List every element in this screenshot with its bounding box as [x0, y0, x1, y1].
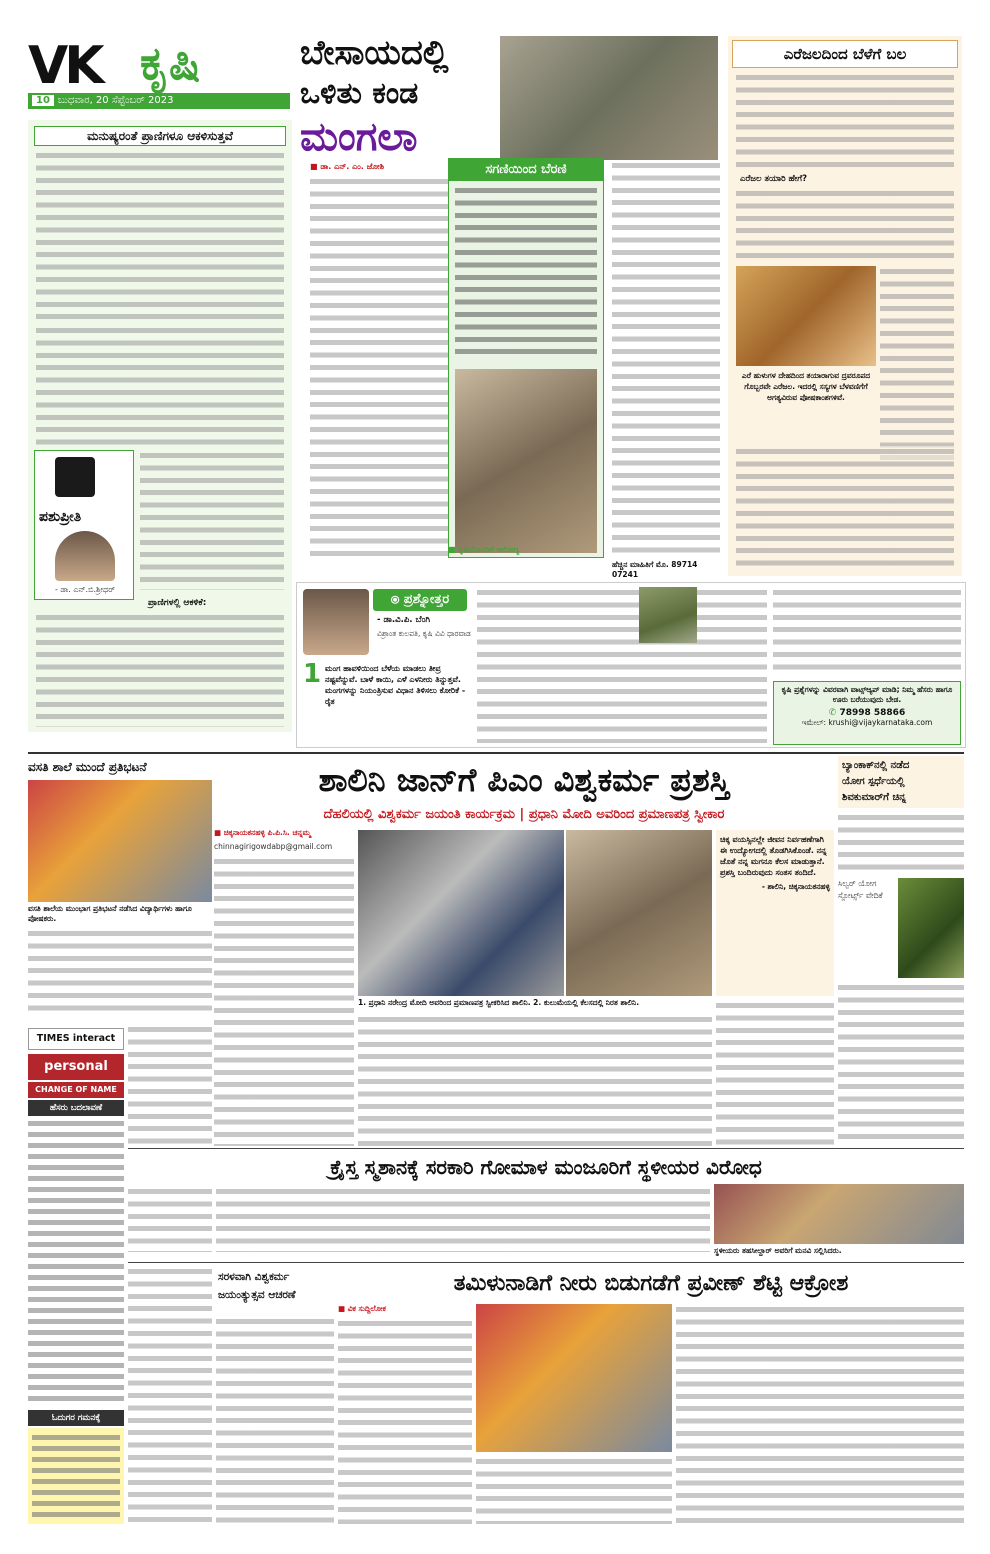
page-date-strip: [28, 93, 290, 109]
yoga-headline-line3: ಶಿವಕುಮಾರ್‌ಗೆ ಚಿನ್ನ: [842, 792, 907, 803]
section-divider-3: [128, 1262, 964, 1263]
notice2-title: ಓದುಗರ ಗಮನಕ್ಕೆ: [28, 1410, 124, 1426]
erejala-body-text: [736, 72, 954, 168]
mangala-footer-text: ಕೃಷಿಯೊಂದಿಗೆ ಆರೋಗ್ಯ: [458, 545, 520, 554]
shalini-headline: ಶಾಲಿನಿ ಜಾನ್‌ಗೆ ಪಿಎಂ ವಿಶ್ವಕರ್ಮ ಪ್ರಶಸ್ತಿ: [318, 761, 730, 799]
erejala-body-text-4: [736, 446, 954, 571]
classifieds-category: CHANGE OF NAME: [28, 1082, 124, 1098]
dairy-shed-photo: [500, 36, 718, 160]
yoga-body-text-2: [838, 982, 964, 1146]
classifieds-section: personal: [28, 1054, 124, 1080]
protest-body-text: [28, 928, 212, 1016]
krishi-logo: ಕೃಷಿ: [140, 36, 201, 90]
mangala-headline: [300, 32, 500, 162]
mangala-body-col1: [310, 176, 450, 556]
cemetery-body-col-extra: [128, 1266, 212, 1524]
qa-whatsapp-number: 78998 58866: [839, 708, 906, 718]
mangala-headline-line2: ಒಳಿತು ಕಂಡ: [300, 76, 419, 111]
qa-contact-note: ಕೃಷಿ ಪ್ರಶ್ನೆಗಳನ್ನು ವಿವರವಾಗಿ ವಾಟ್ಸ್‌ಆ್ಯಪ್ ಮಾಡಿ; ನಿಮ್ಮ ಹೆಸರು ಹಾಗೂ ಊರು ಬರೆಯುವುದು ಬೇಡ.: [781, 685, 953, 704]
shalini-forge-photo: [566, 830, 712, 996]
pashupreethi-column-box: [34, 450, 134, 600]
protest-caption: ವಸತಿ ಶಾಲೆಯ ಮುಂಭಾಗ ಪ್ರತಿಭಟನೆ ನಡೆಸಿದ ವಿದ್ಯಾರ್ಥಿಗಳು ಹಾಗೂ ಪೋಷಕರು.: [28, 904, 192, 923]
qa-whatsapp: [774, 708, 960, 718]
animals-body-text: [36, 150, 284, 320]
erejala-body-text-2: [736, 188, 954, 262]
qa-title: [373, 589, 467, 611]
shalini-quote-box: [716, 830, 834, 996]
shalini-body-col2: [358, 1014, 712, 1146]
vishwakarma-headline: [216, 1266, 334, 1312]
shalini-photo-caption: 1. ಪ್ರಧಾನಿ ನರೇಂದ್ರ ಮೋದಿ ಅವರಿಂದ ಪ್ರಮಾಣಪತ್ರ ಸ್ವೀಕರಿಸಿದ ಶಾಲಿನಿ. 2. ಕುಲುಮೆಯಲ್ಲಿ ಕೆಲಸದಲ್ಲಿ ನಿರತ ಶಾಲಿನಿ.: [358, 998, 640, 1007]
mangala-headline-line3: ಮಂಗಲಾ: [300, 114, 418, 160]
tamilnadu-headline: ತಮಿಳುನಾಡಿಗೆ ನೀರು ಬಿಡುಗಡೆಗೆ ಪ್ರವೀಣ್ ಶೆಟ್ಟಿ ಆಕ್ರೋಶ: [453, 1271, 849, 1296]
animals-headline: ಮನುಷ್ಯರಂತೆ ಪ್ರಾಣಿಗಳೂ ಆಕಳಿಸುತ್ತವೆ: [34, 126, 286, 146]
erejala-headline: ಎರೆಜಲದಿಂದ ಬೆಳೆಗೆ ಬಲ: [732, 40, 958, 68]
yoga-headline-line2: ಯೋಗ ಸ್ಪರ್ಧೆಯಲ್ಲಿ: [842, 776, 905, 787]
shalini-byline: [214, 828, 354, 838]
erejala-subheading: ಎರೆಜಲ ತಯಾರಿ ಹೇಗೆ?: [740, 174, 808, 184]
qa-contact-box: [773, 681, 961, 745]
animals-body-text-2: [36, 325, 284, 445]
mangala-footer-tag: [448, 545, 608, 555]
vishwakarma-headline-line2: ಜಯಂತ್ಯುತ್ಸವ ಆಚರಣೆ: [218, 1289, 296, 1301]
vermiwash-photo: [736, 266, 876, 366]
tamilnadu-byline: [338, 1304, 472, 1314]
classifieds-notices: [28, 1118, 124, 1406]
section-divider: [28, 752, 964, 754]
vishwakarma-headline-line1: ಸರಳವಾಗಿ ವಿಶ್ವಕರ್ಮ: [218, 1271, 290, 1283]
columnist-name: - ಡಾ. ಎನ್.ಬಿ.ಶ್ರೀಧರ್: [54, 585, 116, 594]
cemetery-headline: ಕ್ರೈಸ್ತ ಸ್ಮಶಾನಕ್ಕೆ ಸರಕಾರಿ ಗೋಮಾಳ ಮಂಜೂರಿಗೆ ಸ್ಥಳೀಯರ ವಿರೋಧ: [330, 1155, 762, 1179]
shalini-body-col3: [716, 1000, 834, 1146]
whatsapp-icon: ✆: [828, 708, 840, 718]
cow-icon: [55, 457, 95, 497]
shalini-byline-icon: ■: [214, 828, 224, 837]
qa-answer-text-2: [773, 587, 961, 677]
notice-title: ಹೆಸರು ಬದಲಾವಣೆ: [28, 1100, 124, 1116]
protest-headline: ವಸತಿ ಶಾಲೆ ಮುಂದೆ ಪ್ರತಿಭಟನೆ: [28, 760, 147, 774]
shalini-subheadline: ದೆಹಲಿಯಲ್ಲಿ ವಿಶ್ವಕರ್ಮ ಜಯಂತಿ ಕಾರ್ಯಕ್ರಮ | ಪ್ರಧಾನಿ ಮೋದಿ ಅವರಿಂದ ಪ್ರಮಾಣಪತ್ರ ಸ್ವೀಕಾರ: [323, 807, 725, 822]
times-interact-logo: TIMES interact: [28, 1028, 124, 1050]
yoga-photo: [898, 878, 964, 978]
sagani-inset-text: [455, 185, 597, 355]
shalini-email: chinnagirigowdabp@gmail.com: [214, 842, 333, 851]
mangala-byline-text: ಡಾ. ಎನ್. ಎಂ. ಜೋಶಿ: [320, 162, 385, 171]
shalini-quote: ಚಿಕ್ಕ ವಯಸ್ಸಿನಲ್ಲೇ ಜೀವನ ನಿರ್ವಹಣೆಗಾಗಿ ಈ ಉದ್ಯೋಗದಲ್ಲಿ ತೊಡಗಿಸಿಕೊಂಡೆ. ನನ್ನ ಜೊತೆ ನನ್ನ ಮಗನೂ ಕೆಲಸ ಮಾಡುತ್ತಾನೆ. ಪ್ರಶಸ್ತಿ ಬಂದಿರುವುದು ಸಂತಸ ತಂದಿದೆ.: [720, 835, 827, 877]
animals-story: [28, 120, 292, 732]
cemetery-photo: [714, 1184, 964, 1244]
tamilnadu-protest-photo: [476, 1304, 672, 1452]
qa-box: [296, 582, 966, 748]
footer-square-icon: ■: [448, 545, 459, 554]
mangala-headline-line1: ಬೇಸಾಯದಲ್ಲಿ: [300, 33, 449, 73]
cemetery-caption: ಸ್ಥಳೀಯರು ತಹಸೀಲ್ದಾರ್ ಅವರಿಗೆ ಮನವಿ ಸಲ್ಲಿಸಿದರು.: [714, 1246, 842, 1255]
qa-answer-text: [477, 587, 767, 743]
cemetery-overflow-text: [128, 1186, 212, 1252]
yoga-body-text: [838, 812, 964, 876]
question-number: 1: [303, 659, 322, 689]
expert-name: - ಡಾ.ವಿ.ಪಿ. ಬೆಂಗಿ: [377, 615, 431, 625]
animals-subheading: ಪ್ರಾಣಿಗಳಲ್ಲಿ ಆಕಳಿಕೆ:: [148, 598, 207, 608]
cemetery-body-text: [216, 1186, 710, 1252]
notice2-box: [28, 1428, 124, 1524]
modi-award-photo: [358, 830, 564, 996]
protest-photo: [28, 780, 212, 902]
mangala-phone: ಹೆಚ್ಚಿನ ಮಾಹಿತಿಗೆ ಮೊ. 89714 07241: [612, 560, 698, 579]
yoga-inline-caption: ಸಿಲ್ವರ್ ಯೋಗ ಸ್ಪೋರ್ಟ್ಸ್ ವೇದಿಕೆ: [838, 879, 883, 900]
notice2-text: [32, 1432, 120, 1518]
tamilnadu-body-col1: [338, 1318, 472, 1524]
column-title: ಪಶುಪ್ರೀತಿ: [39, 509, 82, 525]
erejala-story: [728, 36, 962, 576]
page-date: ಬುಧವಾರ, 20 ಸೆಪ್ಟೆಂಬರ್ 2023: [57, 95, 174, 106]
yoga-headline: [838, 756, 964, 808]
monkey-photo: [639, 587, 697, 643]
shalini-byline-text: ಚಿಕ್ಕನಾಯಕನಹಳ್ಳಿ ಪಿ.ಪಿ.ಸಿ. ಚನ್ನಮ್ಮ: [223, 828, 311, 837]
mangala-body-col3: [612, 160, 720, 560]
sagani-inset-box: [448, 158, 604, 558]
qa-email: ಇಮೇಲ್: krushi@vijaykarnataka.com: [801, 718, 933, 727]
tamilnadu-body-col3: [676, 1304, 964, 1524]
section-divider-2: [128, 1148, 964, 1149]
tamilnadu-body-col2: [476, 1456, 672, 1524]
tamilnadu-byline-text: ವಿಕ ಸುದ್ದಿಲೋಕ: [347, 1304, 386, 1313]
columnist-photo: [55, 531, 115, 581]
animals-body-text-4: [36, 612, 284, 727]
yoga-headline-line1: ಬ್ಯಾಂಕಾಕ್‌ನಲ್ಲಿ ನಡೆದ: [842, 760, 910, 771]
page-number: 10: [32, 95, 54, 106]
vk-logo: VK: [28, 40, 101, 92]
dung-cakes-photo: [455, 369, 597, 553]
protest-body-col2: [128, 1024, 212, 1144]
erejala-caption: ಎರೆ ಹುಳುಗಳ ದೇಹದಿಂದ ತಯಾರಾಗುವ ದ್ರವರೂಪದ ಗೊಬ್ಬರವೇ ಎರೆಜಲ. ಇದರಲ್ಲಿ ಸಸ್ಯಗಳ ಬೆಳವಣಿಗೆಗೆ ಅಗತ್ಯವಿರುವ ಪೋಷಕಾಂಶಗಳಿವೆ.: [741, 371, 871, 402]
qa-icon: ⦿: [390, 592, 404, 607]
shalini-body-col1: [214, 856, 354, 1146]
vishwakarma-body-text: [216, 1316, 334, 1524]
shalini-quote-author: - ಶಾಲಿನಿ, ಚಿಕ್ಕನಾಯಕನಹಳ್ಳಿ: [761, 882, 830, 891]
qa-title-text: ಪ್ರಶ್ನೋತ್ತರ: [403, 592, 450, 607]
question-1: ಮಂಗ ಹಾವಳಿಯಿಂದ ಬೆಳೆಯ ಮಾಡಲು ತೀವ್ರ ನಷ್ಟವೆನ್ನುವೆ. ಬಾಳೆ ಕಾಯಿ, ಎಳೆ ಎಳನೀರು ತಿನ್ನುತ್ತವೆ. ಮಂಗಗಳನ್ನು ನಿಯಂತ್ರಿಸುವ ವಿಧಾನ ತಿಳಿಸಲು ಕೋರಿಕೆ - ರೈತ: [325, 664, 466, 706]
expert-photo: [303, 589, 369, 655]
mangala-byline: [310, 162, 440, 172]
tamilnadu-byline-icon: ■: [338, 1304, 348, 1313]
byline-square-icon: ■: [310, 162, 321, 171]
erejala-body-text-3: [880, 266, 954, 466]
sagani-inset-title: ಸಗಣಿಯಿಂದ ಬೆರಣಿ: [449, 159, 603, 181]
animals-body-text-3: [140, 450, 284, 590]
expert-role: ವಿಶ್ರಾಂತ ಕುಲಪತಿ, ಕೃಷಿ ವಿವಿ ಧಾರವಾಡ: [377, 629, 471, 638]
